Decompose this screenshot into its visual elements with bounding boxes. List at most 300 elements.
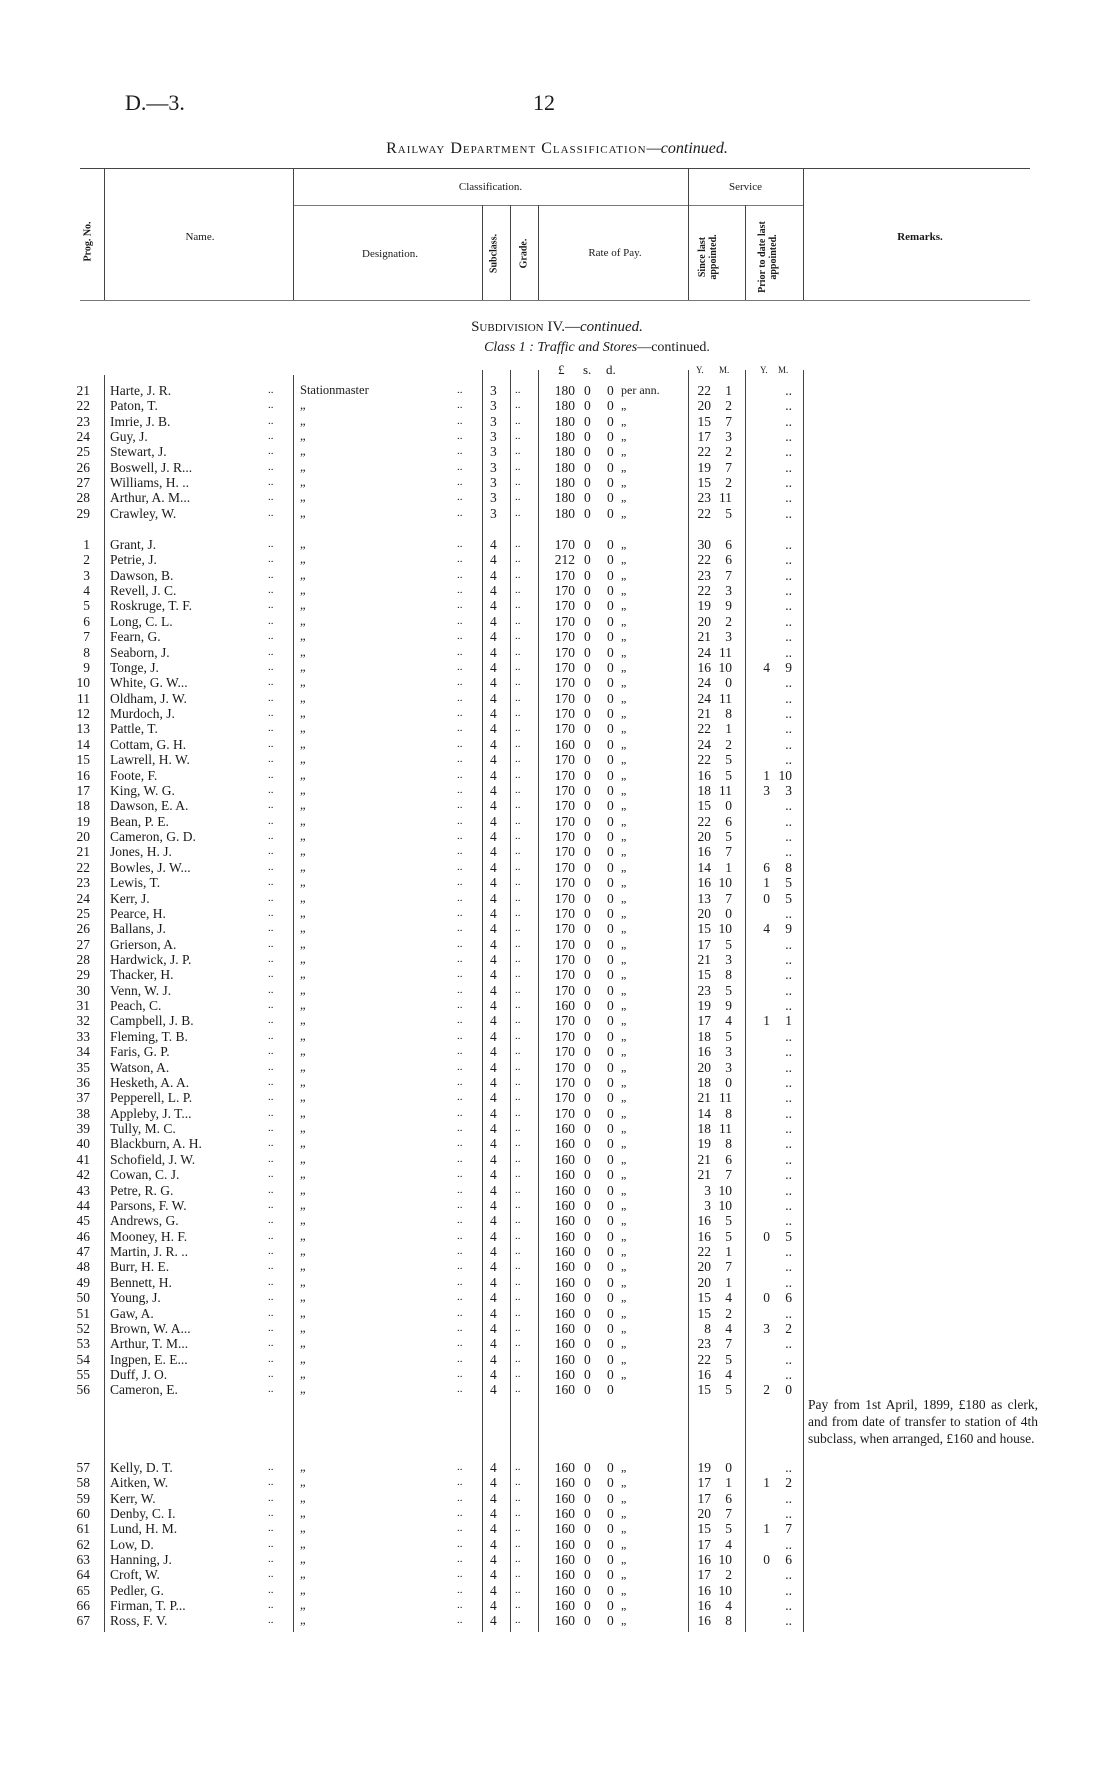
cell-since-months: 9 <box>725 998 732 1014</box>
cell-pay-pounds: 170 <box>554 967 575 983</box>
cell-pay-shillings: 0 <box>584 1305 591 1321</box>
cell-grade: .. <box>515 1506 521 1519</box>
cell-subclass: 4 <box>490 905 497 921</box>
cell-pay-pence: 0 <box>607 1551 614 1567</box>
cell-prog-no: 2 <box>83 552 90 568</box>
table-row <box>0 645 820 660</box>
cell-grade: .. <box>515 553 521 566</box>
cell-grade: .. <box>515 891 521 904</box>
cell-name: Oldham, J. W. <box>110 690 187 706</box>
cell-leader-dots: .. <box>457 1598 463 1611</box>
cell-pay-shillings: 0 <box>584 1320 591 1336</box>
cell-pay-period: „ <box>621 1320 627 1335</box>
cell-since-months: 5 <box>725 1213 732 1229</box>
cell-pay-pounds: 170 <box>554 890 575 906</box>
cell-grade: .. <box>515 460 521 473</box>
cell-pay-period: „ <box>621 613 627 628</box>
cell-since-years: 17 <box>697 1536 711 1552</box>
cell-prog-no: 58 <box>76 1475 90 1491</box>
cell-prior-months: .. <box>785 1536 792 1552</box>
cell-pay-shillings: 0 <box>584 398 591 414</box>
cell-grade: .. <box>515 737 521 750</box>
cell-since-years: 3 <box>704 1182 711 1198</box>
cell-pay-period: „ <box>621 890 627 905</box>
cell-pay-pence: 0 <box>607 1305 614 1321</box>
cell-name: Gaw, A. <box>110 1305 154 1321</box>
table-row <box>0 721 820 736</box>
cell-since-months: 7 <box>725 413 732 429</box>
table-row <box>0 1259 820 1274</box>
cell-grade: .. <box>515 722 521 735</box>
cell-pay-pence: 0 <box>607 505 614 521</box>
cell-designation: „ <box>300 782 306 797</box>
cell-grade: .. <box>515 937 521 950</box>
cell-grade: .. <box>515 1337 521 1350</box>
cell-pay-pence: 0 <box>607 629 614 645</box>
cell-prior-months: .. <box>785 690 792 706</box>
cell-pay-period: „ <box>621 921 627 936</box>
cell-leader-dots: .. <box>457 1275 463 1288</box>
cell-pay-pence: 0 <box>607 998 614 1014</box>
cell-name: Grierson, A. <box>110 936 177 952</box>
cell-since-years: 18 <box>697 1028 711 1044</box>
cell-prior-years: 4 <box>763 921 770 937</box>
cell-subclass: 4 <box>490 1090 497 1106</box>
cell-since-months: 7 <box>725 567 732 583</box>
cell-prior-months: .. <box>785 459 792 475</box>
cell-leader-dots: .. <box>457 1075 463 1088</box>
cell-since-years: 16 <box>697 844 711 860</box>
cell-since-months: 1 <box>725 859 732 875</box>
cell-since-months: 0 <box>725 905 732 921</box>
cell-leader-dots: .. <box>268 1137 274 1150</box>
cell-leader-dots: .. <box>268 414 274 427</box>
cell-leader-dots: .. <box>268 1337 274 1350</box>
cell-prior-months: .. <box>785 1336 792 1352</box>
cell-pay-pence: 0 <box>607 1336 614 1352</box>
cell-designation: „ <box>300 1505 306 1520</box>
cell-designation: „ <box>300 1521 306 1536</box>
cell-pay-shillings: 0 <box>584 921 591 937</box>
table-row <box>0 1167 820 1182</box>
header-classification: Classification. <box>458 181 523 193</box>
cell-pay-shillings: 0 <box>584 875 591 891</box>
cell-name: Hesketh, A. A. <box>110 1074 190 1090</box>
header-remarks: Remarks. <box>897 231 943 243</box>
cell-subclass: 4 <box>490 721 497 737</box>
cell-prog-no: 1 <box>83 537 90 552</box>
cell-pay-shillings: 0 <box>584 1059 591 1075</box>
cell-since-months: 3 <box>725 1059 732 1075</box>
cell-since-months: 5 <box>725 505 732 521</box>
cell-name: Firman, T. P... <box>110 1597 186 1613</box>
cell-pay-period: „ <box>621 413 627 428</box>
cell-prior-months: .. <box>785 644 792 660</box>
cell-designation: „ <box>300 1613 306 1628</box>
cell-pay-pence: 0 <box>607 1290 614 1306</box>
cell-grade: .. <box>515 860 521 873</box>
cell-pay-period: „ <box>621 1490 627 1505</box>
cell-pay-period: „ <box>621 1182 627 1197</box>
cell-subclass: 4 <box>490 875 497 891</box>
table-row <box>0 1537 820 1552</box>
cell-leader-dots: .. <box>268 1537 274 1550</box>
cell-grade: .. <box>515 1614 521 1627</box>
cell-designation: „ <box>300 459 306 474</box>
cell-prior-months: .. <box>785 1259 792 1275</box>
cell-leader-dots: .. <box>457 1352 463 1365</box>
cell-pay-pounds: 160 <box>554 1197 575 1213</box>
cell-leader-dots: .. <box>268 1568 274 1581</box>
cell-prior-months: .. <box>785 1567 792 1583</box>
cell-since-months: 10 <box>718 1551 732 1567</box>
cell-since-years: 20 <box>697 1274 711 1290</box>
cell-since-months: 11 <box>719 644 732 660</box>
cell-pay-shillings: 0 <box>584 967 591 983</box>
cell-pay-pounds: 170 <box>554 690 575 706</box>
cell-designation: „ <box>300 798 306 813</box>
cell-pay-shillings: 0 <box>584 1551 591 1567</box>
cell-leader-dots: .. <box>268 1383 274 1396</box>
cell-prog-no: 28 <box>76 490 90 506</box>
cell-pay-period: „ <box>621 998 627 1013</box>
cell-designation: „ <box>300 1320 306 1335</box>
cell-since-months: 4 <box>725 1366 732 1382</box>
cell-prior-months: .. <box>785 736 792 752</box>
cell-pay-pence: 0 <box>607 1167 614 1183</box>
cell-since-years: 22 <box>697 1351 711 1367</box>
cell-prior-months: 5 <box>785 875 792 891</box>
cell-grade: .. <box>515 1537 521 1550</box>
cell-prior-months: .. <box>785 1582 792 1598</box>
cell-prog-no: 18 <box>76 798 90 814</box>
class-name: Traffic and Stores <box>537 340 638 355</box>
cell-leader-dots: .. <box>268 584 274 597</box>
cell-prior-months: .. <box>785 429 792 445</box>
cell-grade: .. <box>515 430 521 443</box>
table-row <box>0 1306 820 1321</box>
page-number: 12 <box>533 90 555 115</box>
table-row <box>0 629 820 644</box>
cell-name: Cameron, E. <box>110 1382 178 1398</box>
cell-pay-pence: 0 <box>607 767 614 783</box>
cell-since-months: 3 <box>725 429 732 445</box>
cell-pay-period: „ <box>621 951 627 966</box>
cell-grade: .. <box>515 922 521 935</box>
cell-since-months: 3 <box>725 629 732 645</box>
cell-since-months: 1 <box>725 383 732 398</box>
cell-name: Parsons, F. W. <box>110 1197 187 1213</box>
cell-pay-pounds: 180 <box>554 475 575 491</box>
cell-pay-pounds: 170 <box>554 1059 575 1075</box>
cell-name: Duff, J. O. <box>110 1366 168 1382</box>
cell-designation: „ <box>300 1228 306 1243</box>
cell-name: Crawley, W. <box>110 505 177 521</box>
cell-prog-no: 8 <box>83 644 90 660</box>
cell-pay-pence: 0 <box>607 552 614 568</box>
cell-pay-period: „ <box>621 537 627 551</box>
cell-pay-pounds: 160 <box>554 1136 575 1152</box>
cell-pay-period: „ <box>621 1090 627 1105</box>
table-row <box>0 691 820 706</box>
cell-name: Burr, H. E. <box>110 1259 170 1275</box>
cell-designation: „ <box>300 1105 306 1120</box>
cell-pay-pence: 0 <box>607 383 614 398</box>
cell-prog-no: 64 <box>76 1567 90 1583</box>
cell-pay-pounds: 170 <box>554 982 575 998</box>
cell-prog-no: 25 <box>76 444 90 460</box>
cell-leader-dots: .. <box>457 460 463 473</box>
cell-prior-months: .. <box>785 1597 792 1613</box>
cell-prior-months: .. <box>785 475 792 491</box>
cell-grade: .. <box>515 1583 521 1596</box>
cell-leader-dots: .. <box>457 553 463 566</box>
cell-since-months: 7 <box>725 1167 732 1183</box>
cell-pay-shillings: 0 <box>584 475 591 491</box>
cell-prog-no: 39 <box>76 1121 90 1137</box>
cell-pay-shillings: 0 <box>584 659 591 675</box>
cell-subclass: 4 <box>490 752 497 768</box>
cell-prior-years: 6 <box>763 859 770 875</box>
cell-leader-dots: .. <box>268 1229 274 1242</box>
cell-leader-dots: .. <box>457 676 463 689</box>
cell-name: Schofield, J. W. <box>110 1151 196 1167</box>
cell-name: Imrie, J. B. <box>110 413 171 429</box>
cell-leader-dots: .. <box>457 1137 463 1150</box>
cell-subclass: 4 <box>490 782 497 798</box>
cell-leader-dots: .. <box>457 538 463 550</box>
cell-name: Dawson, E. A. <box>110 798 189 814</box>
cell-grade: .. <box>515 384 521 396</box>
cell-subclass: 4 <box>490 1059 497 1075</box>
cell-leader-dots: .. <box>268 1198 274 1211</box>
cell-leader-dots: .. <box>457 937 463 950</box>
cell-pay-pence: 0 <box>607 1582 614 1598</box>
cell-since-years: 18 <box>697 1121 711 1137</box>
cell-pay-pounds: 160 <box>554 1228 575 1244</box>
cell-designation: „ <box>300 1536 306 1551</box>
cell-since-years: 15 <box>697 1382 711 1398</box>
cell-designation: „ <box>300 567 306 582</box>
cell-grade: .. <box>515 1306 521 1319</box>
cell-pay-pounds: 160 <box>554 1382 575 1398</box>
cell-pay-pounds: 170 <box>554 921 575 937</box>
cell-subclass: 4 <box>490 1305 497 1321</box>
cell-pay-pence: 0 <box>607 706 614 722</box>
cell-pay-pounds: 180 <box>554 459 575 475</box>
cell-prog-no: 51 <box>76 1305 90 1321</box>
cell-name: Thacker, H. <box>110 967 174 983</box>
cell-leader-dots: .. <box>457 814 463 827</box>
cell-since-years: 16 <box>697 767 711 783</box>
cell-prior-years: 0 <box>763 890 770 906</box>
cell-pay-pounds: 170 <box>554 1105 575 1121</box>
cell-pay-pounds: 160 <box>554 1351 575 1367</box>
cell-leader-dots: .. <box>268 1275 274 1288</box>
cell-pay-pence: 0 <box>607 752 614 768</box>
cell-designation: „ <box>300 1213 306 1228</box>
cell-leader-dots: .. <box>457 968 463 981</box>
cell-since-years: 24 <box>697 690 711 706</box>
cell-leader-dots: .. <box>457 1245 463 1258</box>
cell-since-years: 16 <box>697 1551 711 1567</box>
cell-pay-shillings: 0 <box>584 1121 591 1137</box>
table-row <box>0 921 820 936</box>
table-row <box>0 1336 820 1351</box>
cell-designation: „ <box>300 921 306 936</box>
cell-prog-no: 25 <box>76 905 90 921</box>
cell-name: Boswell, J. R... <box>110 459 193 475</box>
cell-pay-pounds: 212 <box>554 552 575 568</box>
cell-name: Bean, P. E. <box>110 813 169 829</box>
cell-subclass: 4 <box>490 644 497 660</box>
table-row <box>0 752 820 767</box>
cell-since-months: 6 <box>725 552 732 568</box>
page-title <box>0 140 1114 158</box>
cell-pay-pounds: 160 <box>554 1582 575 1598</box>
cell-subclass: 4 <box>490 629 497 645</box>
cell-pay-shillings: 0 <box>584 1028 591 1044</box>
cell-since-months: 11 <box>719 490 732 506</box>
cell-leader-dots: .. <box>268 660 274 673</box>
cell-leader-dots: .. <box>457 1321 463 1334</box>
cell-leader-dots: .. <box>268 999 274 1012</box>
cell-name: Stewart, J. <box>110 444 167 460</box>
cell-grade: .. <box>515 599 521 612</box>
cell-prior-months: .. <box>785 1151 792 1167</box>
cell-pay-pence: 0 <box>607 1136 614 1152</box>
table-row <box>0 598 820 613</box>
cell-leader-dots: .. <box>268 1491 274 1504</box>
cell-leader-dots: .. <box>457 399 463 412</box>
cell-pay-period: „ <box>621 505 627 520</box>
cell-name: Harte, J. R. <box>110 383 172 398</box>
cell-leader-dots: .. <box>268 1583 274 1596</box>
cell-since-months: 11 <box>719 690 732 706</box>
cell-prog-no: 48 <box>76 1259 90 1275</box>
cell-grade: .. <box>515 630 521 643</box>
cell-pay-pounds: 160 <box>554 1244 575 1260</box>
cell-pay-shillings: 0 <box>584 383 591 398</box>
cell-pay-pence: 0 <box>607 1597 614 1613</box>
cell-prior-months: .. <box>785 1351 792 1367</box>
cell-pay-pence: 0 <box>607 982 614 998</box>
cell-pay-pounds: 170 <box>554 782 575 798</box>
cell-prior-months: .. <box>785 1490 792 1506</box>
cell-subclass: 4 <box>490 1213 497 1229</box>
cell-name: Aitken, W. <box>110 1475 169 1491</box>
cell-pay-period: „ <box>621 1074 627 1089</box>
cell-leader-dots: .. <box>457 414 463 427</box>
cell-grade: .. <box>515 1214 521 1227</box>
table-row <box>0 675 820 690</box>
cell-designation: „ <box>300 982 306 997</box>
cell-subclass: 3 <box>490 413 497 429</box>
cell-since-years: 16 <box>697 1228 711 1244</box>
cell-pay-period: „ <box>621 752 627 767</box>
unit-pound: £ <box>558 362 565 377</box>
cell-prior-months: .. <box>785 490 792 506</box>
cell-pay-period: „ <box>621 736 627 751</box>
cell-since-years: 21 <box>697 1090 711 1106</box>
cell-leader-dots: .. <box>457 491 463 504</box>
cell-pay-period: „ <box>621 475 627 490</box>
cell-prog-no: 55 <box>76 1366 90 1382</box>
table-row <box>0 783 820 798</box>
cell-designation: „ <box>300 444 306 459</box>
cell-designation: „ <box>300 1121 306 1136</box>
cell-name: Kelly, D. T. <box>110 1460 173 1475</box>
cell-designation: „ <box>300 490 306 505</box>
cell-since-years: 17 <box>697 1490 711 1506</box>
cell-name: Cameron, G. D. <box>110 829 196 845</box>
cell-since-years: 19 <box>697 598 711 614</box>
cell-prior-months: .. <box>785 982 792 998</box>
cell-pay-pence: 0 <box>607 1013 614 1029</box>
cell-since-months: 3 <box>725 951 732 967</box>
cell-pay-pence: 0 <box>607 675 614 691</box>
cell-leader-dots: .. <box>268 1122 274 1135</box>
cell-leader-dots: .. <box>457 1568 463 1581</box>
cell-designation: „ <box>300 1151 306 1166</box>
cell-prior-years: 1 <box>763 875 770 891</box>
cell-leader-dots: .. <box>457 722 463 735</box>
cell-pay-shillings: 0 <box>584 1167 591 1183</box>
table-row <box>0 952 820 967</box>
cell-prior-months: 6 <box>785 1290 792 1306</box>
cell-prior-months: .. <box>785 1460 792 1475</box>
cell-pay-pence: 0 <box>607 1259 614 1275</box>
cell-name: Petre, R. G. <box>110 1182 174 1198</box>
cell-subclass: 4 <box>490 813 497 829</box>
cell-grade: .. <box>515 1491 521 1504</box>
cell-pay-pounds: 160 <box>554 1490 575 1506</box>
cell-prior-months: .. <box>785 844 792 860</box>
cell-pay-shillings: 0 <box>584 1228 591 1244</box>
cell-grade: .. <box>515 476 521 489</box>
cell-subclass: 4 <box>490 1197 497 1213</box>
cell-pay-shillings: 0 <box>584 459 591 475</box>
cell-since-months: 8 <box>725 1613 732 1629</box>
cell-prog-no: 15 <box>76 752 90 768</box>
cell-leader-dots: .. <box>268 506 274 519</box>
cell-subclass: 4 <box>490 583 497 599</box>
cell-leader-dots: .. <box>268 1522 274 1535</box>
cell-leader-dots: .. <box>457 660 463 673</box>
cell-since-years: 22 <box>697 813 711 829</box>
cell-grade: .. <box>515 506 521 519</box>
cell-prior-months: .. <box>785 1121 792 1137</box>
cell-name: Cowan, C. J. <box>110 1167 180 1183</box>
cell-pay-shillings: 0 <box>584 721 591 737</box>
cell-since-years: 20 <box>697 905 711 921</box>
cell-pay-pence: 0 <box>607 951 614 967</box>
cell-since-years: 15 <box>697 967 711 983</box>
cell-pay-pounds: 170 <box>554 659 575 675</box>
cell-pay-period: „ <box>621 829 627 844</box>
cell-prior-months: .. <box>785 613 792 629</box>
header-designation: Designation. <box>362 248 418 260</box>
cell-name: Arthur, A. M... <box>110 490 191 506</box>
cell-since-months: 6 <box>725 1151 732 1167</box>
cell-prior-months: .. <box>785 505 792 521</box>
table-row <box>0 768 820 783</box>
cell-pay-shillings: 0 <box>584 1613 591 1629</box>
table-row <box>0 875 820 890</box>
cell-leader-dots: .. <box>268 1506 274 1519</box>
cell-pay-period: „ <box>621 982 627 997</box>
cell-designation: „ <box>300 1290 306 1305</box>
